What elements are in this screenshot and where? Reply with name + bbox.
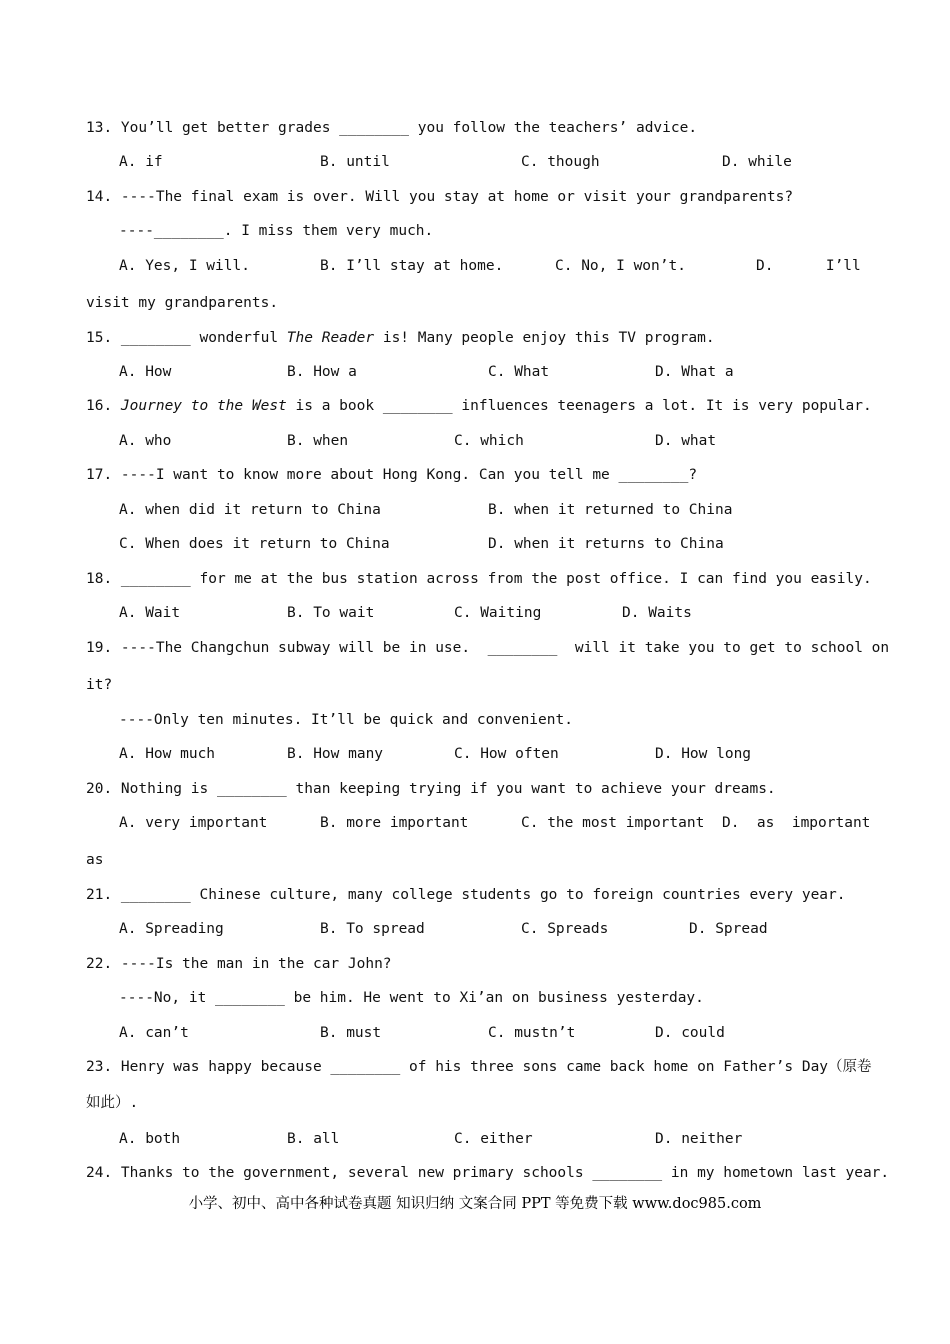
question-22-option-a: A. can’t [119,1025,189,1041]
question-22-option-b: B. must [320,1025,382,1041]
question-15-prefix: 15. ________ wonderful [86,330,287,346]
question-17-option-c: C. When does it return to China [119,536,390,552]
question-16-option-d: D. what [655,433,717,449]
question-18-option-a: A. Wait [119,605,181,621]
question-17-option-b: B. when it returned to China [488,502,733,518]
page-footer: 小学、初中、高中各种试卷真题 知识归纳 文案合同 PPT 等免费下载 www.doc985.com [188,1196,762,1212]
question-17-stem: 17. ----I want to know more about Hong Kong. Can you tell me ________? [86,467,698,483]
question-20-stem: 20. Nothing is ________ than keeping trying if you want to achieve your dreams. [86,781,776,797]
question-23-option-a: A. both [119,1131,181,1147]
question-19-stem: 19. ----The Changchun subway will be in use. ________ will it take you to get to school on [86,640,890,656]
question-18-option-c: C. Waiting [454,605,542,621]
question-15-option-a: A. How [119,364,172,380]
question-19-option-a: A. How much [119,746,216,762]
question-20-option-b: B. more important [320,815,469,831]
question-19-reply: ----Only ten minutes. It’ll be quick and convenient. [119,712,573,728]
question-23-option-c: C. either [454,1131,533,1147]
question-13-option-d: D. while [722,154,792,170]
question-20-option-c: C. the most important [521,815,705,831]
question-14-option-c: C. No, I won’t. [555,258,686,274]
question-19-continuation: it? [86,677,113,693]
question-20-option-d: D. as important [722,815,871,831]
question-15-suffix: is! Many people enjoy this TV program. [374,330,715,346]
question-22-option-c: C. mustn’t [488,1025,576,1041]
question-20-continuation: as [86,852,104,868]
question-22-stem: 22. ----Is the man in the car John? [86,956,392,972]
question-23-option-b: B. all [287,1131,340,1147]
question-17-option-d: D. when it returns to China [488,536,724,552]
question-14-continuation: visit my grandparents. [86,295,279,311]
question-21-option-d: D. Spread [689,921,768,937]
question-16-title: Journey to the West [120,398,287,414]
question-22-reply: ----No, it ________ be him. He went to Xi’an on business yesterday. [119,990,704,1006]
question-22-option-d: D. could [655,1025,725,1041]
question-20-option-a: A. very important [119,815,268,831]
question-18-stem: 18. ________ for me at the bus station across from the post office. I can find you easily. [86,571,872,587]
question-13-option-b: B. until [320,154,390,170]
question-19-option-d: D. How long [655,746,752,762]
question-15-option-d: D. What a [655,364,734,380]
question-21-option-c: C. Spreads [521,921,609,937]
question-15-stem [86,328,715,348]
question-16-option-c: C. which [454,433,524,449]
question-19-option-b: B. How many [287,746,384,762]
question-18-option-b: B. To wait [287,605,375,621]
question-23-continuation: 如此）. [86,1095,139,1111]
question-24-stem: 24. Thanks to the government, several new primary schools ________ in my hometown last year. [86,1165,890,1181]
question-15-title: The Reader [286,330,375,346]
question-14-option-b: B. I’ll stay at home. [320,258,504,274]
question-16-stem [86,396,872,416]
question-14-reply: ----________. I miss them very much. [119,223,434,239]
question-16-prefix: 16. [86,398,121,414]
question-17-option-a: A. when did it return to China [119,502,381,518]
question-13-option-a: A. if [119,154,163,170]
question-16-suffix: is a book ________ influences teenagers a lot. It is very popular. [286,398,872,414]
question-13-stem: 13. You’ll get better grades ________ you follow the teachers’ advice. [86,120,698,136]
question-15-option-b: B. How a [287,364,357,380]
question-16-option-a: A. who [119,433,172,449]
question-15-option-c: C. What [488,364,550,380]
question-23-option-d: D. neither [655,1131,743,1147]
question-16-option-b: B. when [287,433,349,449]
question-21-stem: 21. ________ Chinese culture, many college students go to foreign countries every year. [86,887,846,903]
question-21-option-a: A. Spreading [119,921,224,937]
question-21-option-b: B. To spread [320,921,425,937]
question-14-option-d: D. I’ll [756,258,861,274]
question-18-option-d: D. Waits [622,605,692,621]
question-14-stem: 14. ----The final exam is over. Will you stay at home or visit your grandparents? [86,189,794,205]
question-14-option-a: A. Yes, I will. [119,258,250,274]
question-19-option-c: C. How often [454,746,559,762]
question-13-option-c: C. though [521,154,600,170]
question-23-stem: 23. Henry was happy because ________ of his three sons came back home on Father’s Day（原卷 [86,1059,872,1075]
